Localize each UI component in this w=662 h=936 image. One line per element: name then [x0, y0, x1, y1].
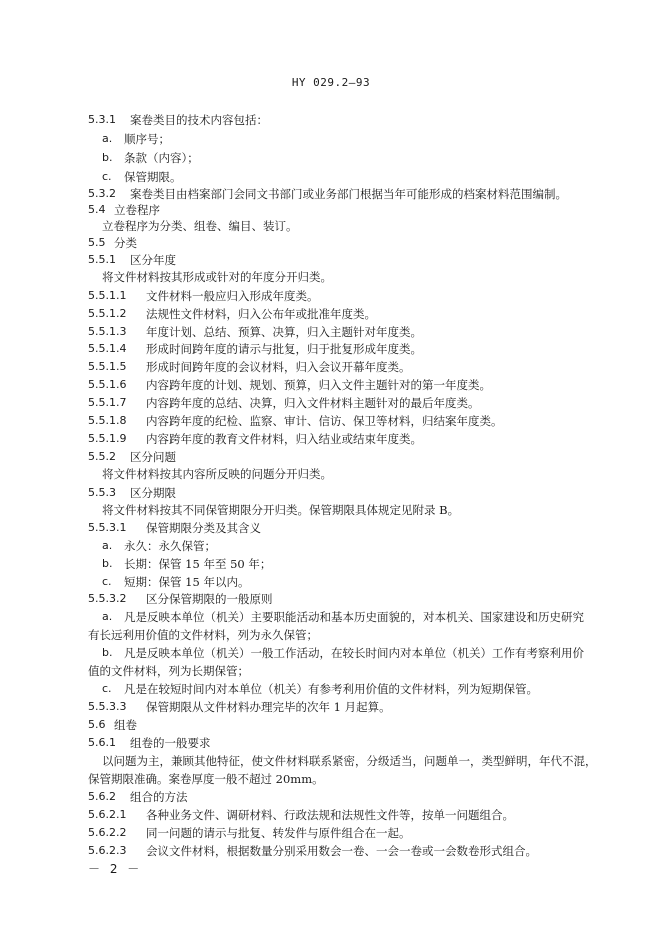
- clause-text: 形成时间跨年度的请示与批复，归于批复形成年度类。: [146, 342, 422, 356]
- item-text: 凡是反映本单位（机关）主要职能活动和基本历史面貌的，对本机关、国家建设和历史研究: [124, 610, 584, 624]
- clause-heading: 区分年度: [130, 253, 176, 267]
- item-text: 短期：保管 15 年以内。: [124, 575, 250, 589]
- page-header: HY 029.2—93: [291, 76, 371, 89]
- clause-heading: 保管期限分类及其含义: [146, 521, 261, 535]
- clause-text: 保管期限从文件材料办理完毕的次年 1 月起算。: [146, 700, 391, 714]
- clause-number: 5.5.1.4: [88, 342, 127, 355]
- item-marker: a.: [102, 132, 113, 145]
- clause-text: 案卷类目由档案部门会同文书部门或业务部门根据当年可能形成的档案材料范围编制。: [130, 187, 567, 201]
- clause-text: 文件材料一般应归入形成年度类。: [146, 289, 319, 303]
- clause-number: 5.6.2.1: [88, 808, 127, 821]
- clause-number: 5.6.2.2: [88, 826, 127, 839]
- clause-text: 内容跨年度的计划、规划、预算，归入文件主题针对的第一年度类。: [146, 378, 491, 392]
- item-text: 长期：保管 15 年至 50 年；: [124, 557, 272, 571]
- paragraph: 将文件材料按其内容所反映的问题分开归类。: [102, 467, 332, 481]
- paragraph: 立卷程序为分类、组卷、编目、装订。: [102, 219, 298, 233]
- item-text: 保管期限。: [124, 170, 182, 184]
- clause-number: 5.5.1.1: [88, 289, 127, 302]
- clause-text: 年度计划、总结、预算、决算，归入主题针对年度类。: [146, 325, 422, 339]
- clause-heading: 分类: [114, 236, 137, 250]
- clause-number: 5.5.1.6: [88, 378, 127, 391]
- clause-number: 5.6.2: [88, 790, 116, 803]
- clause-heading: 组卷: [114, 718, 137, 732]
- item-text: 凡是反映本单位（机关）一般工作活动，在较长时间内对本单位（机关）工作有考察利用价: [124, 646, 584, 660]
- item-marker: b.: [102, 151, 113, 164]
- item-marker: b.: [102, 557, 113, 570]
- clause-number: 5.6: [88, 718, 106, 731]
- clause-heading: 区分保管期限的一般原则: [146, 592, 273, 606]
- item-marker: c.: [102, 575, 112, 588]
- clause-number: 5.3.2: [88, 187, 116, 200]
- item-marker: a.: [102, 610, 113, 623]
- clause-text: 案卷类目的技术内容包括：: [130, 113, 268, 127]
- paragraph: 将文件材料按其形成或针对的年度分开归类。: [102, 270, 332, 284]
- clause-number: 5.5.1.8: [88, 414, 127, 427]
- clause-number: 5.5.3: [88, 486, 116, 499]
- clause-number: 5.6.1: [88, 736, 116, 749]
- item-text: 条款（内容）；: [124, 151, 199, 165]
- clause-text: 形成时间跨年度的会议材料，归入会议开幕年度类。: [146, 360, 411, 374]
- clause-text: 会议文件材料，根据数量分别采用数会一卷、一会一卷或一会数卷形式组合。: [146, 844, 537, 858]
- clause-text: 内容跨年度的总结、决算，归入文件材料主题针对的最后年度类。: [146, 396, 480, 410]
- clause-text: 同一问题的请示与批复、转发件与原件组合在一起。: [146, 826, 411, 840]
- clause-number: 5.5.3.3: [88, 700, 127, 713]
- clause-heading: 组卷的一般要求: [130, 736, 211, 750]
- page-number: － 2 －: [88, 862, 143, 876]
- clause-number: 5.5.1.5: [88, 360, 127, 373]
- clause-number: 5.5: [88, 236, 106, 249]
- clause-number: 5.5.2: [88, 450, 116, 463]
- item-text: 顺序号；: [124, 132, 170, 146]
- clause-heading: 立卷程序: [114, 203, 160, 217]
- clause-number: 5.5.3.1: [88, 521, 127, 534]
- clause-number: 5.4: [88, 203, 106, 216]
- item-text: 永久：永久保管；: [124, 539, 216, 553]
- paragraph: 将文件材料按其不同保管期限分开归类。保管期限具体规定见附录 B。: [102, 503, 460, 517]
- clause-number: 5.5.1.3: [88, 325, 127, 338]
- item-text: 凡是在较短时间内对本单位（机关）有参考利用价值的文件材料，列为短期保管。: [124, 682, 538, 696]
- paragraph: 以问题为主，兼顾其他特征，使文件材料联系紧密，分级适当，问题单一，类型鲜明，年代不混，: [102, 754, 597, 768]
- item-text-continuation: 有长远利用价值的文件材料，列为永久保管；: [88, 628, 318, 642]
- clause-text: 各种业务文件、调研材料、行政法规和法规性文件等，按单一问题组合。: [146, 808, 514, 822]
- clause-text: 内容跨年度的教育文件材料，归入结业或结束年度类。: [146, 432, 422, 446]
- clause-number: 5.3.1: [88, 113, 116, 126]
- item-marker: a.: [102, 539, 113, 552]
- item-marker: c.: [102, 170, 112, 183]
- clause-text: 法规性文件材料，归入公布年或批准年度类。: [146, 307, 376, 321]
- clause-text: 内容跨年度的纪检、监察、审计、信访、保卫等材料，归结案年度类。: [146, 414, 503, 428]
- paragraph-continuation: 保管期限准确。案卷厚度一般不超过 20mm。: [88, 772, 324, 786]
- clause-number: 5.5.3.2: [88, 592, 127, 605]
- clause-heading: 区分期限: [130, 486, 176, 500]
- clause-number: 5.5.1: [88, 253, 116, 266]
- clause-number: 5.5.1.7: [88, 396, 127, 409]
- item-marker: c.: [102, 682, 112, 695]
- clause-number: 5.6.2.3: [88, 844, 127, 857]
- item-text-continuation: 值的文件材料，列为长期保管；: [88, 664, 249, 678]
- item-marker: b.: [102, 646, 113, 659]
- clause-number: 5.5.1.2: [88, 307, 127, 320]
- clause-number: 5.5.1.9: [88, 432, 127, 445]
- clause-heading: 组合的方法: [130, 790, 188, 804]
- clause-heading: 区分问题: [130, 450, 176, 464]
